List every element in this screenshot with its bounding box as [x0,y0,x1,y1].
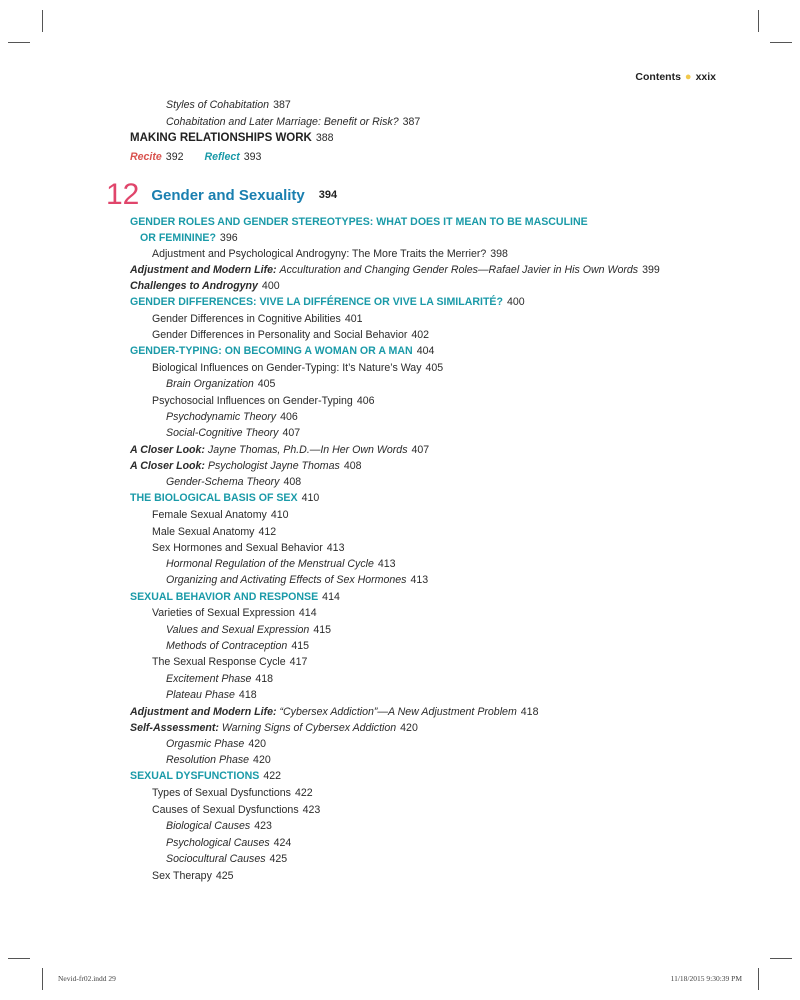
toc-entry[interactable]: Excitement Phase 418 [166,673,274,685]
toc-entry[interactable]: Causes of Sexual Dysfunctions 423 [152,804,321,816]
toc-entry[interactable]: Types of Sexual Dysfunctions 422 [152,787,313,799]
crop-mark [758,10,759,32]
toc-entry[interactable]: Varieties of Sexual Expression 414 [152,607,317,619]
toc-entry[interactable]: Gender Differences in Cognitive Abilities 401 [152,313,363,325]
feature-entry[interactable]: A Closer Look: Jayne Thomas, Ph.D.—In Her Own Words 407 [130,444,430,456]
reflect-link[interactable]: Reflect [204,151,240,163]
feature-entry[interactable]: Adjustment and Modern Life: Acculturation and Changing Gender Roles—Rafael Javier in His Own Words 399 [130,264,660,276]
toc-entry[interactable]: Challenges to Androgyny 400 [130,280,280,292]
toc-entry[interactable]: Sex Hormones and Sexual Behavior 413 [152,542,345,554]
toc-entry[interactable]: Styles of Cohabitation 387 [166,99,291,111]
crop-mark [42,10,43,32]
crop-mark [8,958,30,959]
toc-entry[interactable]: Psychological Causes 424 [166,837,292,849]
toc-entry[interactable]: Gender-Schema Theory 408 [166,476,302,488]
chapter-page: 394 [318,189,338,201]
crop-mark [770,958,792,959]
file-slug: Nevid-fr02.indd 29 [58,974,116,983]
toc-entry[interactable]: Gender Differences in Personality and Social Behavior 402 [152,329,430,341]
toc-entry[interactable]: Social-Cognitive Theory 407 [166,427,301,439]
toc-entry[interactable]: Biological Causes 423 [166,820,272,832]
feature-entry[interactable]: Adjustment and Modern Life: “Cybersex Addiction”—A New Adjustment Problem 418 [130,706,539,718]
bullet-icon: ● [684,71,692,83]
toc-entry[interactable]: Sex Therapy 425 [152,870,234,882]
print-timestamp: 11/18/2015 9:30:39 PM [670,974,742,983]
running-head-label: Contents [635,71,681,83]
crop-mark [758,968,759,990]
recite-link[interactable]: Recite [130,151,162,163]
toc-entry[interactable]: Plateau Phase 418 [166,689,257,701]
toc-entry[interactable]: Adjustment and Psychological Androgyny: The More Traits the Merrier? 398 [152,248,508,260]
chapter-title: Gender and Sexuality [151,186,305,204]
crop-mark [8,42,30,43]
crop-mark [770,42,792,43]
crop-mark [42,968,43,990]
review-links: Recite 392 Reflect 393 [130,151,262,163]
toc-entry[interactable]: Methods of Contraception 415 [166,640,309,652]
toc-entry[interactable]: Female Sexual Anatomy 410 [152,509,289,521]
section-heading[interactable]: THE BIOLOGICAL BASIS OF SEX 410 [130,492,320,504]
toc-entry[interactable]: Sociocultural Causes 425 [166,853,288,865]
section-heading[interactable]: SEXUAL DYSFUNCTIONS 422 [130,770,281,782]
toc-entry[interactable]: Biological Influences on Gender-Typing: It’s Nature’s Way 405 [152,362,444,374]
toc-entry[interactable]: Brain Organization 405 [166,378,276,390]
toc-entry[interactable]: Cohabitation and Later Marriage: Benefit or Risk? 387 [166,116,421,128]
feature-entry[interactable]: Self-Assessment: Warning Signs of Cybersex Addiction 420 [130,722,418,734]
section-heading[interactable]: SEXUAL BEHAVIOR AND RESPONSE 414 [130,591,340,603]
chapter-heading[interactable] [106,178,337,212]
toc-entry[interactable]: Organizing and Activating Effects of Sex Hormones 413 [166,574,429,586]
toc-entry[interactable]: Values and Sexual Expression 415 [166,624,331,636]
feature-entry[interactable]: A Closer Look: Psychologist Jayne Thomas 408 [130,460,362,472]
section-heading[interactable]: GENDER DIFFERENCES: VIVE LA DIFFÉRENCE OR VIVE LA SIMILARITÉ? 400 [130,296,525,308]
running-head [635,71,716,83]
toc-entry[interactable]: The Sexual Response Cycle 417 [152,656,308,668]
section-heading[interactable]: OR FEMININE? 396 [140,232,238,244]
toc-entry[interactable]: Orgasmic Phase 420 [166,738,266,750]
section-heading[interactable]: GENDER-TYPING: ON BECOMING A WOMAN OR A MAN 404 [130,345,435,357]
toc-entry[interactable]: Psychodynamic Theory 406 [166,411,298,423]
toc-entry[interactable]: Male Sexual Anatomy 412 [152,526,277,538]
page-numeral: xxix [695,71,716,83]
toc-entry[interactable]: Resolution Phase 420 [166,754,271,766]
toc-entry[interactable]: Psychosocial Influences on Gender-Typing 406 [152,395,375,407]
toc-entry[interactable]: Hormonal Regulation of the Menstrual Cycle 413 [166,558,396,570]
section-heading[interactable]: GENDER ROLES AND GENDER STEREOTYPES: WHAT DOES IT MEAN TO BE MASCULINE [130,216,588,228]
toc-entry[interactable]: MAKING RELATIONSHIPS WORK 388 [130,132,334,144]
chapter-number: 12 [106,178,140,211]
